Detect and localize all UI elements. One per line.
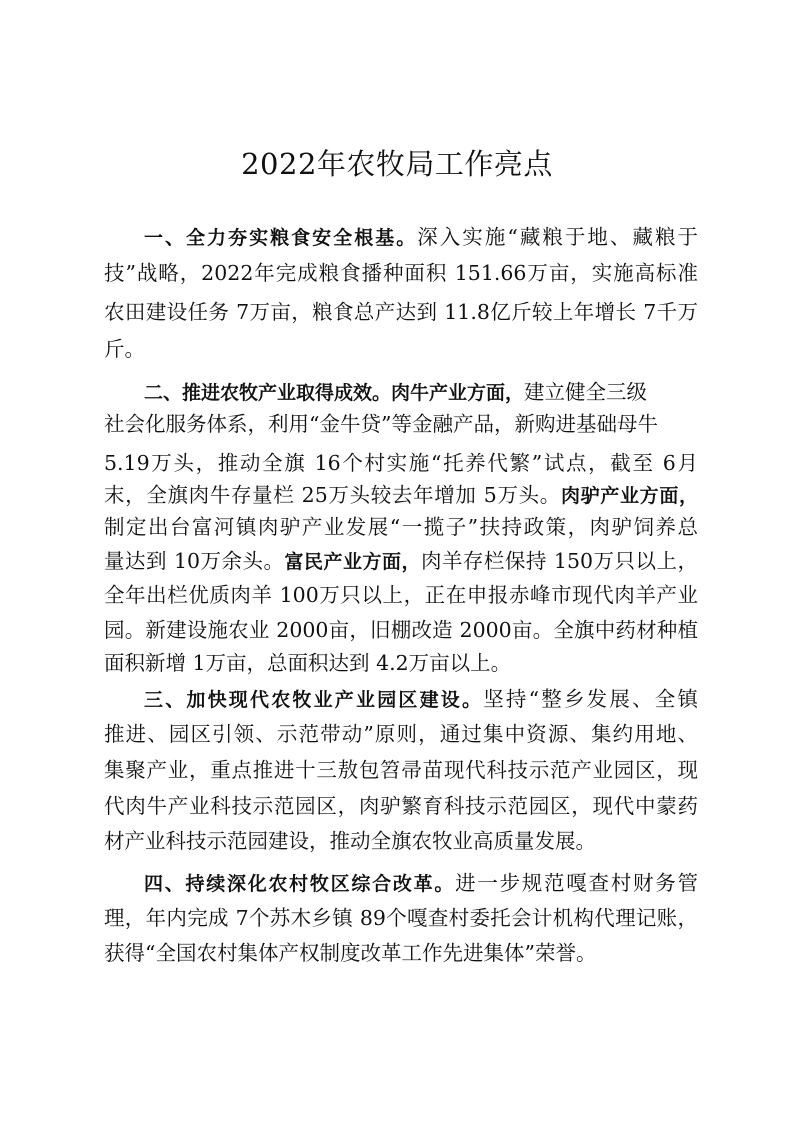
section-2-text-4: 末，全旗肉牛存量栏 25万头较去年增加 5万头。 xyxy=(104,483,561,507)
section-2-line-4 xyxy=(104,480,698,510)
section-1-text: 深入实施“藏粮于地、藏粮于 xyxy=(417,225,698,249)
section-4-line-1 xyxy=(144,868,698,898)
section-3-line-4: 代肉牛产业科技示范园区，肉驴繁育科技示范园区，现代中蒙药 xyxy=(104,794,698,818)
section-1-heading: 一、全力夯实粮食安全根基。 xyxy=(144,227,418,249)
section-2-line-5: 制定出台富河镇肉驴产业发展“一揽子”扶持政策，肉驴饲养总 xyxy=(104,515,698,539)
section-3-line-3: 集聚产业，重点推进十三敖包笤帚苗现代科技示范产业园区，现 xyxy=(104,758,698,782)
section-1-line-2: 技”战略，2022年完成粮食播种面积 151.66万亩，实施高标准 xyxy=(104,261,698,285)
section-2-text-7: 肉羊存栏保持 150万只以上， xyxy=(420,549,698,573)
section-2-text: 建立健全三级 xyxy=(524,380,648,404)
section-2-line-2: 社会化服务体系，利用“金牛贷”等金融产品，新购进基础母牛 xyxy=(104,412,658,436)
section-2-line-6 xyxy=(104,546,698,576)
section-1-line-1 xyxy=(144,222,698,252)
section-2-line-8: 园。新建设施农业 2000亩，旧棚改造 2000亩。全旗中药材种植 xyxy=(104,618,698,642)
section-4-heading: 四、持续深化农村牧区综合改革。 xyxy=(144,873,456,895)
section-3-line-5: 材产业科技示范园建设，推动全旗农牧业高质量发展。 xyxy=(104,829,596,853)
section-2-line-9: 面积新增 1万亩，总面积达到 4.2万亩以上。 xyxy=(104,651,512,675)
section-2-sub-donkey: 肉驴产业方面， xyxy=(560,485,698,507)
section-2-sub-beef: 肉牛产业方面， xyxy=(391,382,525,404)
document-title: 2022年农牧局工作亮点 xyxy=(241,147,553,181)
section-3-line-1 xyxy=(144,684,698,714)
section-3-text: 坚持“整乡发展、全镇 xyxy=(483,687,698,711)
section-4-text: 进一步规范嘎查村财务管 xyxy=(455,871,698,895)
section-4-line-3: 获得“全国农村集体产权制度改革工作先进集体”荣誉。 xyxy=(104,941,597,965)
section-1-line-4: 斤。 xyxy=(104,337,145,361)
section-1-line-3: 农田建设任务 7万亩，粮食总产达到 11.8亿斤较上年增长 7千万 xyxy=(104,300,698,324)
section-4-line-2: 理，年内完成 7个苏木乡镇 89个嘎查村委托会计机构代理记账， xyxy=(104,906,698,930)
section-2-heading: 二、推进农牧产业取得成效。 xyxy=(144,382,392,404)
section-2-text-6: 量达到 10万余头。 xyxy=(104,549,285,573)
section-2-line-7: 全年出栏优质肉羊 100万只以上，正在申报赤峰市现代肉羊产业 xyxy=(104,583,698,607)
section-3-line-2: 推进、园区引领、示范带动”原则，通过集中资源、集约用地、 xyxy=(104,722,698,746)
section-2-sub-rich: 富民产业方面， xyxy=(284,551,421,573)
section-2-line-1 xyxy=(144,377,698,407)
section-3-heading: 三、加快现代农牧业产业园区建设。 xyxy=(144,689,484,711)
section-2-line-3: 5.19万头，推动全旗 16个村实施“托养代繁”试点，截至 6月 xyxy=(104,451,698,475)
